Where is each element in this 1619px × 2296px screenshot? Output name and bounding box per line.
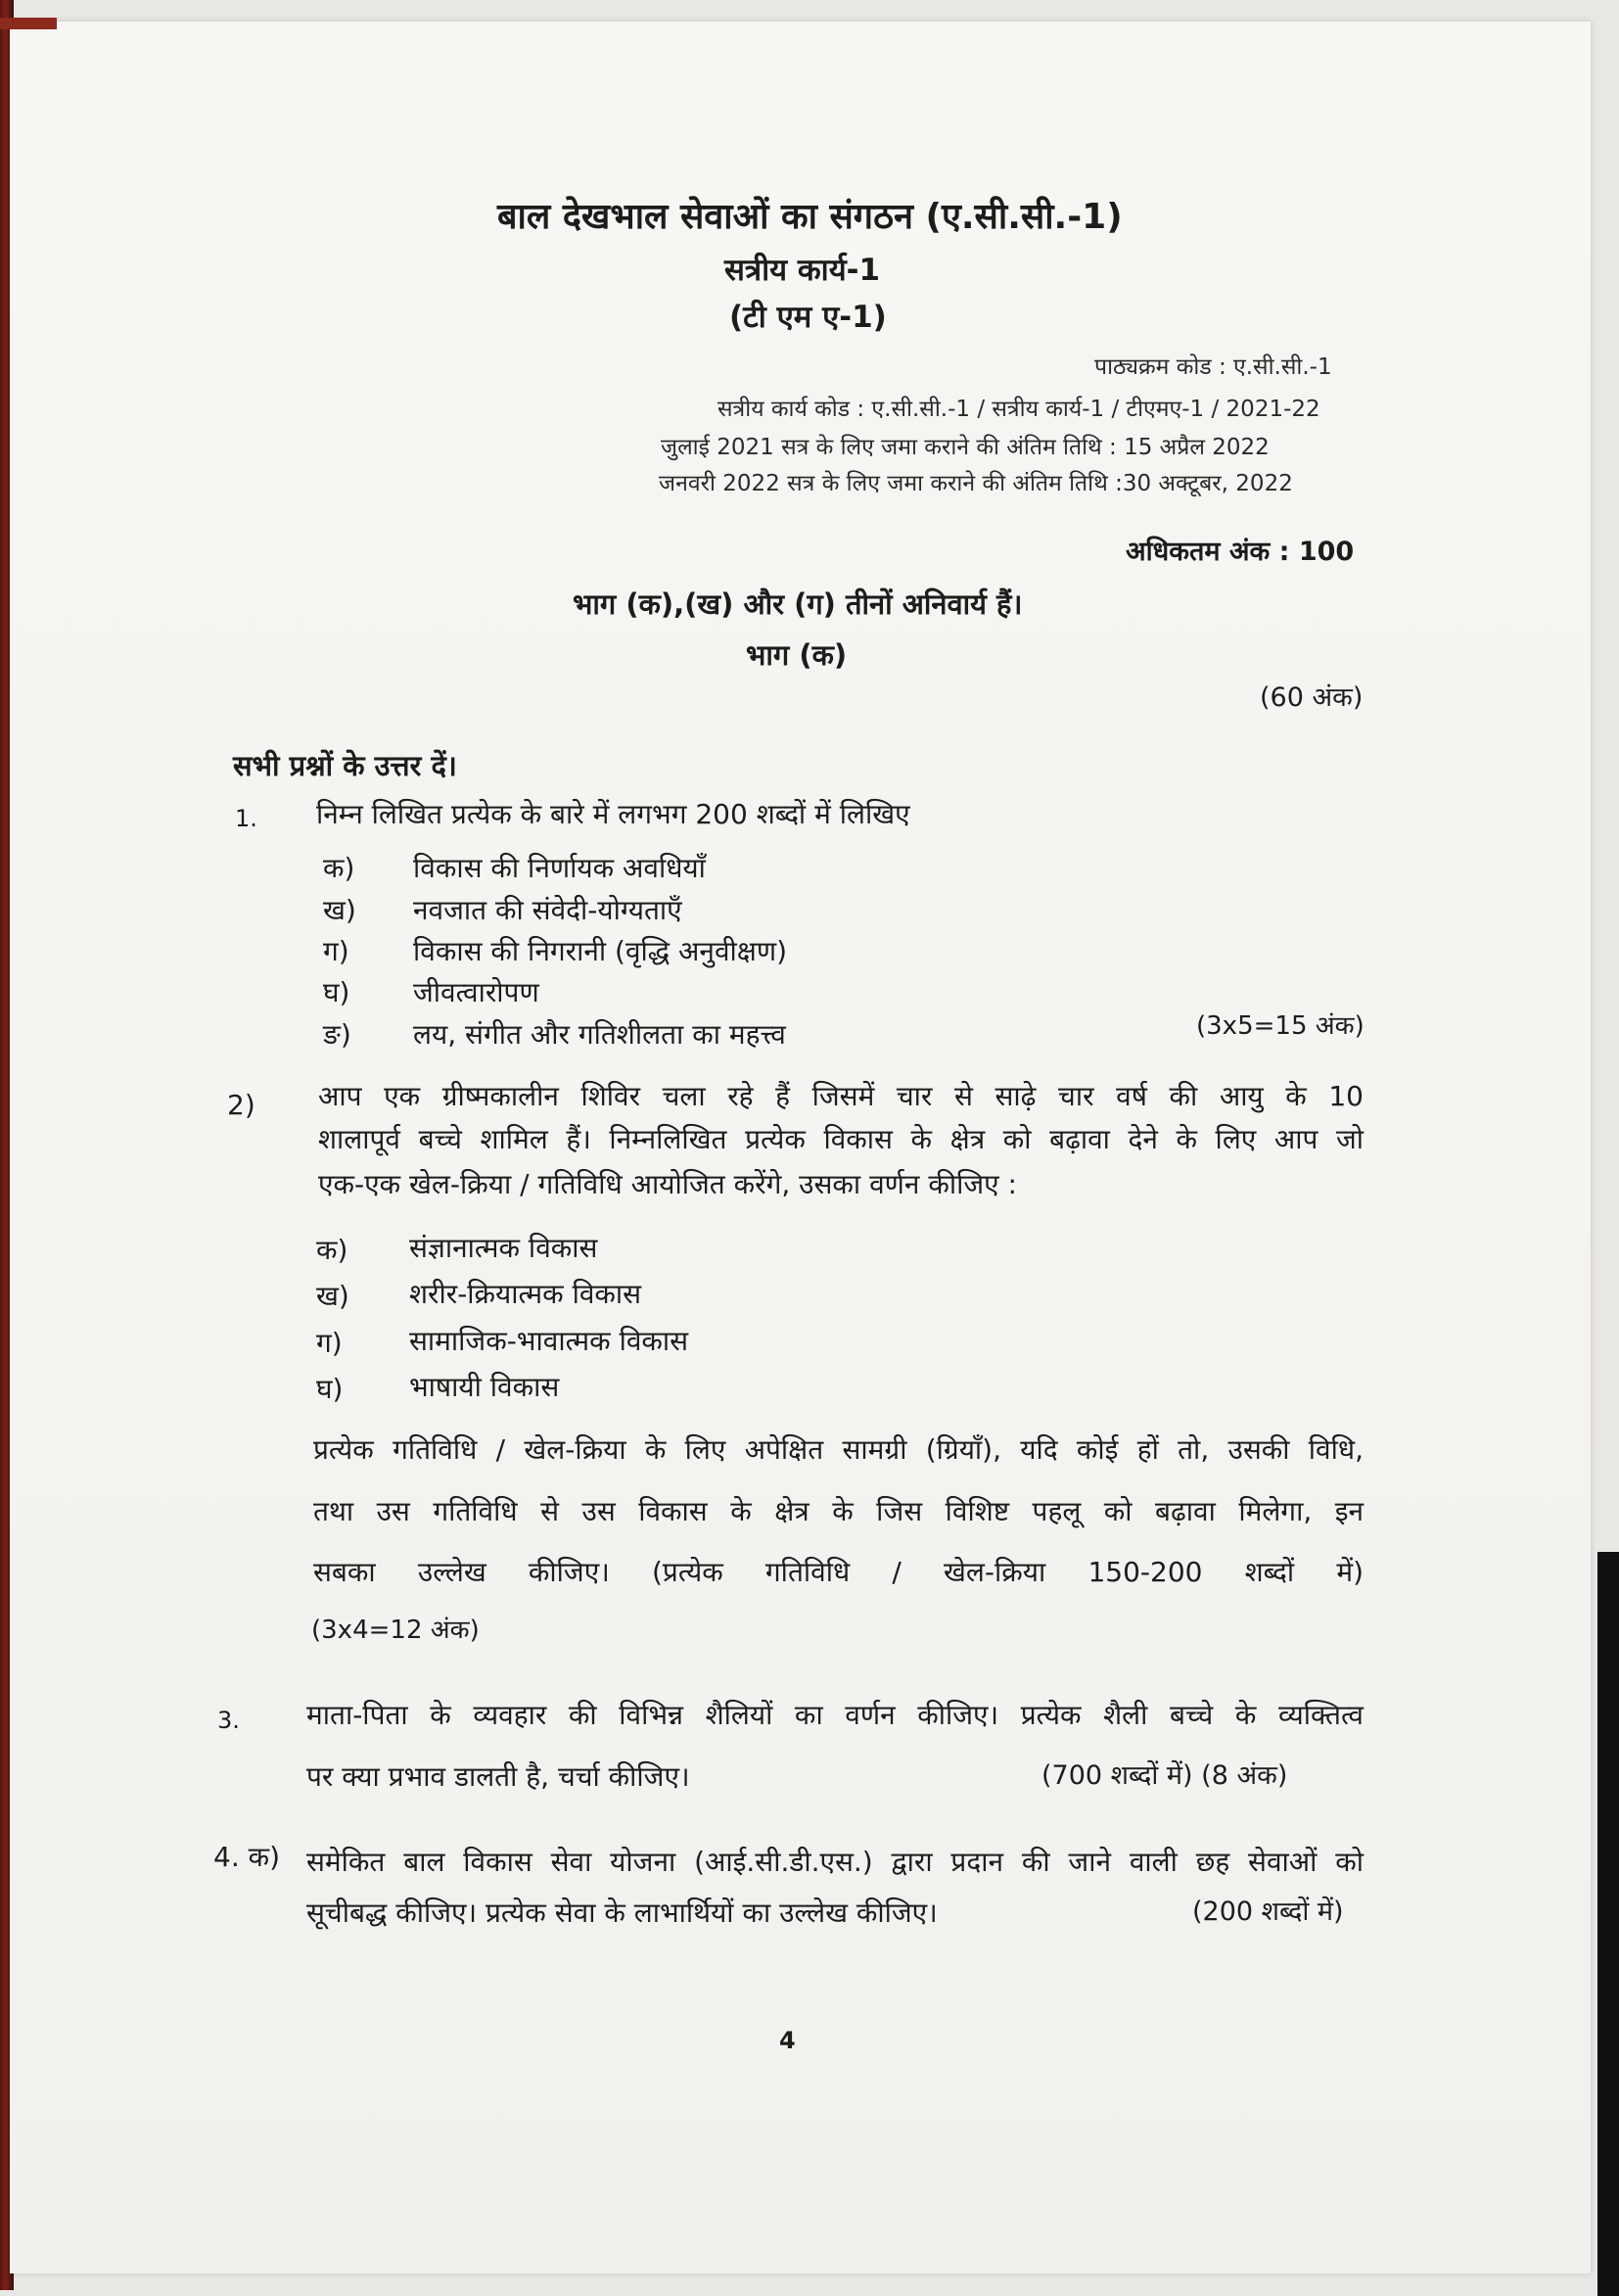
question-text: सूचीबद्ध कीजिए। प्रत्येक सेवा के लाभार्थियों का उल्लेख कीजिए।: [306, 1897, 938, 1929]
max-marks: अधिकतम अंक : 100: [1126, 537, 1355, 567]
assignment-label: सत्रीय कार्य-1: [724, 253, 881, 288]
question-number: 2): [227, 1089, 255, 1121]
course-code: पाठ्यक्रम कोड : ए.सी.सी.-1: [1094, 354, 1332, 380]
part-heading: भाग (क): [746, 638, 848, 672]
list-item-label: क): [316, 1234, 348, 1266]
question-text: निम्न लिखित प्रत्येक के बारे में लगभग 200 शब्दों में लिखिए: [316, 798, 910, 830]
question-paragraph: सबका उल्लेख कीजिए। (प्रत्येक गतिविधि / खेल-क्रिया 150-200 शब्दों में): [313, 1556, 1364, 1588]
question-text: पर क्या प्रभाव डालती है, चर्चा कीजिए।: [306, 1760, 690, 1793]
deadline-july: जुलाई 2021 सत्र के लिए जमा कराने की अंतिम तिथि : 15 अप्रैल 2022: [661, 435, 1270, 460]
background-edge: [1597, 1552, 1619, 2296]
list-item: भाषायी विकास: [409, 1371, 560, 1403]
part-marks: (60 अंक): [1260, 682, 1364, 713]
question-text: माता-पिता के व्यवहार की विभिन्न शैलियों का वर्णन कीजिए। प्रत्येक शैली बच्चे के व्यक्तित्व: [306, 1699, 1364, 1731]
compulsory-note: भाग (क),(ख) और (ग) तीनों अनिवार्य हैं।: [573, 587, 1023, 621]
document-title: बाल देखभाल सेवाओं का संगठन (ए.सी.सी.-1): [497, 197, 1123, 237]
question-marks: (3x5=15 अंक): [1196, 1011, 1365, 1041]
list-item-label: ङ): [323, 1018, 351, 1051]
binder-tab: [0, 18, 57, 29]
assignment-code: सत्रीय कार्य कोड : ए.सी.सी.-1 / सत्रीय कार्य-1 / टीएमए-1 / 2021-22: [717, 397, 1320, 422]
instruction: सभी प्रश्नों के उत्तर दें।: [233, 749, 457, 782]
question-text: शालापूर्व बच्चे शामिल हैं। निम्नलिखित प्रत्येक विकास के क्षेत्र को बढ़ावा देने के लिए आप जो: [318, 1123, 1364, 1155]
list-item: संज्ञानात्मक विकास: [409, 1232, 598, 1264]
deadline-january: जनवरी 2022 सत्र के लिए जमा कराने की अंतिम तिथि :30 अक्टूबर, 2022: [659, 471, 1293, 496]
question-number: 3.: [217, 1707, 240, 1734]
question-marks: (700 शब्दों में) (8 अंक): [1041, 1760, 1288, 1791]
list-item-label: ख): [323, 894, 356, 926]
list-item: जीवत्वारोपण: [413, 976, 539, 1008]
list-item: लय, संगीत और गतिशीलता का महत्त्व: [413, 1018, 786, 1051]
list-item: नवजात की संवेदी-योग्यताएँ: [413, 894, 682, 926]
list-item: शरीर-क्रियात्मक विकास: [409, 1278, 642, 1310]
question-number: 4. क): [213, 1841, 281, 1873]
question-words: (200 शब्दों में): [1192, 1897, 1344, 1927]
question-text: समेकित बाल विकास सेवा योजना (आई.सी.डी.एस.) द्वारा प्रदान की जाने वाली छह सेवाओं को: [306, 1846, 1364, 1878]
list-item-label: क): [323, 852, 355, 884]
list-item: विकास की निर्णायक अवधियाँ: [413, 852, 706, 884]
list-item: विकास की निगरानी (वृद्धि अनुवीक्षण): [413, 935, 788, 967]
list-item: सामाजिक-भावात्मक विकास: [409, 1325, 689, 1357]
question-text: एक-एक खेल-क्रिया / गतिविधि आयोजित करेंगे, उसका वर्णन कीजिए :: [318, 1168, 1017, 1200]
page-number: 4: [779, 2027, 796, 2054]
list-item-label: ख): [316, 1280, 349, 1312]
list-item-label: घ): [316, 1373, 344, 1405]
question-paragraph: प्रत्येक गतिविधि / खेल-क्रिया के लिए अपेक्षित सामग्री (ग्रियाँ), यदि कोई हों तो, उसकी विधि,: [313, 1433, 1364, 1466]
list-item-label: ग): [316, 1327, 343, 1359]
question-number: 1.: [235, 805, 257, 832]
tma-label: (टी एम ए-1): [729, 300, 887, 335]
question-text: आप एक ग्रीष्मकालीन शिविर चला रहे हैं जिसमें चार से साढ़े चार वर्ष की आयु के 10: [318, 1080, 1364, 1112]
list-item-label: घ): [323, 976, 350, 1008]
list-item-label: ग): [323, 935, 349, 967]
question-marks: (3x4=12 अंक): [311, 1616, 480, 1645]
question-paragraph: तथा उस गतिविधि से उस विकास के क्षेत्र के जिस विशिष्ट पहलू को बढ़ावा मिलेगा, इन: [313, 1495, 1364, 1527]
